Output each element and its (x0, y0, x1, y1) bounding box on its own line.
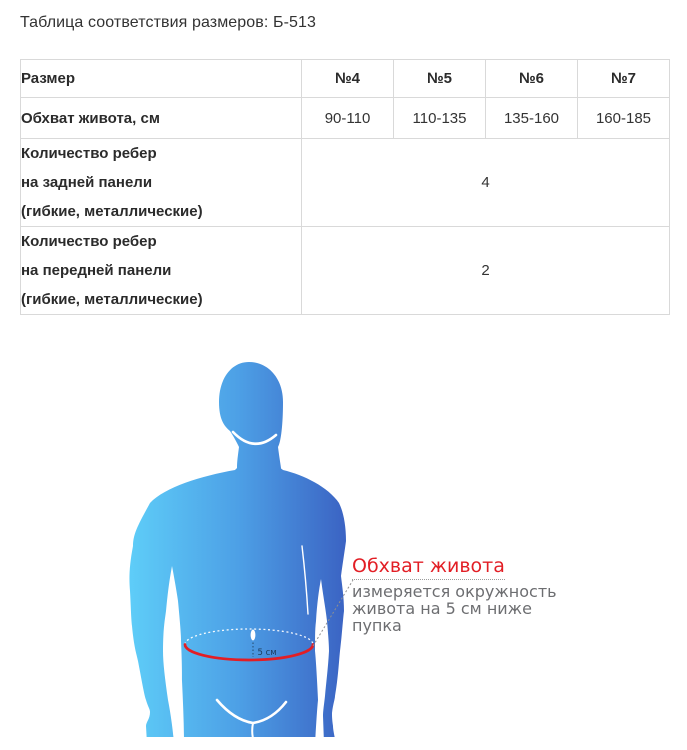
header-size-7: №7 (578, 60, 670, 98)
table-header-row (21, 60, 670, 98)
size-table (20, 59, 670, 315)
ribs-front-label-line2: на передней панели (21, 262, 172, 279)
header-size: Размер (21, 60, 302, 98)
girth-callout-title: Обхват живота (352, 555, 505, 580)
girth-callout-line1: измеряется окружность (352, 582, 557, 601)
section-title: Таблица соответствия размеров: Б-513 (20, 14, 317, 31)
header-size-5: №5 (394, 60, 486, 98)
girth-callout-line3: пупка (352, 616, 402, 635)
girth-value-size6: 135-160 (486, 98, 578, 139)
girth-callout (352, 555, 592, 634)
table-row-ribs-back (21, 139, 670, 227)
ribs-front-label-line1: Количество ребер (21, 233, 157, 250)
ribs-back-label-line1: Количество ребер (21, 145, 157, 162)
ribs-front-label (21, 227, 302, 315)
ribs-front-label-line3: (гибкие, металлические) (21, 291, 203, 308)
ribs-front-value: 2 (302, 227, 670, 315)
header-size-6: №6 (486, 60, 578, 98)
navel-marker (251, 630, 256, 641)
table-row-girth (21, 98, 670, 139)
body-silhouette (129, 362, 346, 737)
ribs-back-label (21, 139, 302, 227)
girth-callout-line2: живота на 5 см ниже (352, 599, 532, 618)
ribs-back-label-line3: (гибкие, металлические) (21, 203, 203, 220)
ribs-back-label-line2: на задней панели (21, 174, 153, 191)
offset-5cm-label: 5 см (257, 648, 277, 658)
girth-value-size5: 110-135 (394, 98, 486, 139)
girth-callout-description (352, 583, 592, 634)
girth-value-size7: 160-185 (578, 98, 670, 139)
table-row-ribs-front (21, 227, 670, 315)
body-silhouette-illustration (105, 348, 575, 737)
girth-value-size4: 90-110 (302, 98, 394, 139)
girth-row-label: Обхват живота, см (21, 98, 302, 139)
header-size-4: №4 (302, 60, 394, 98)
ribs-back-value: 4 (302, 139, 670, 227)
